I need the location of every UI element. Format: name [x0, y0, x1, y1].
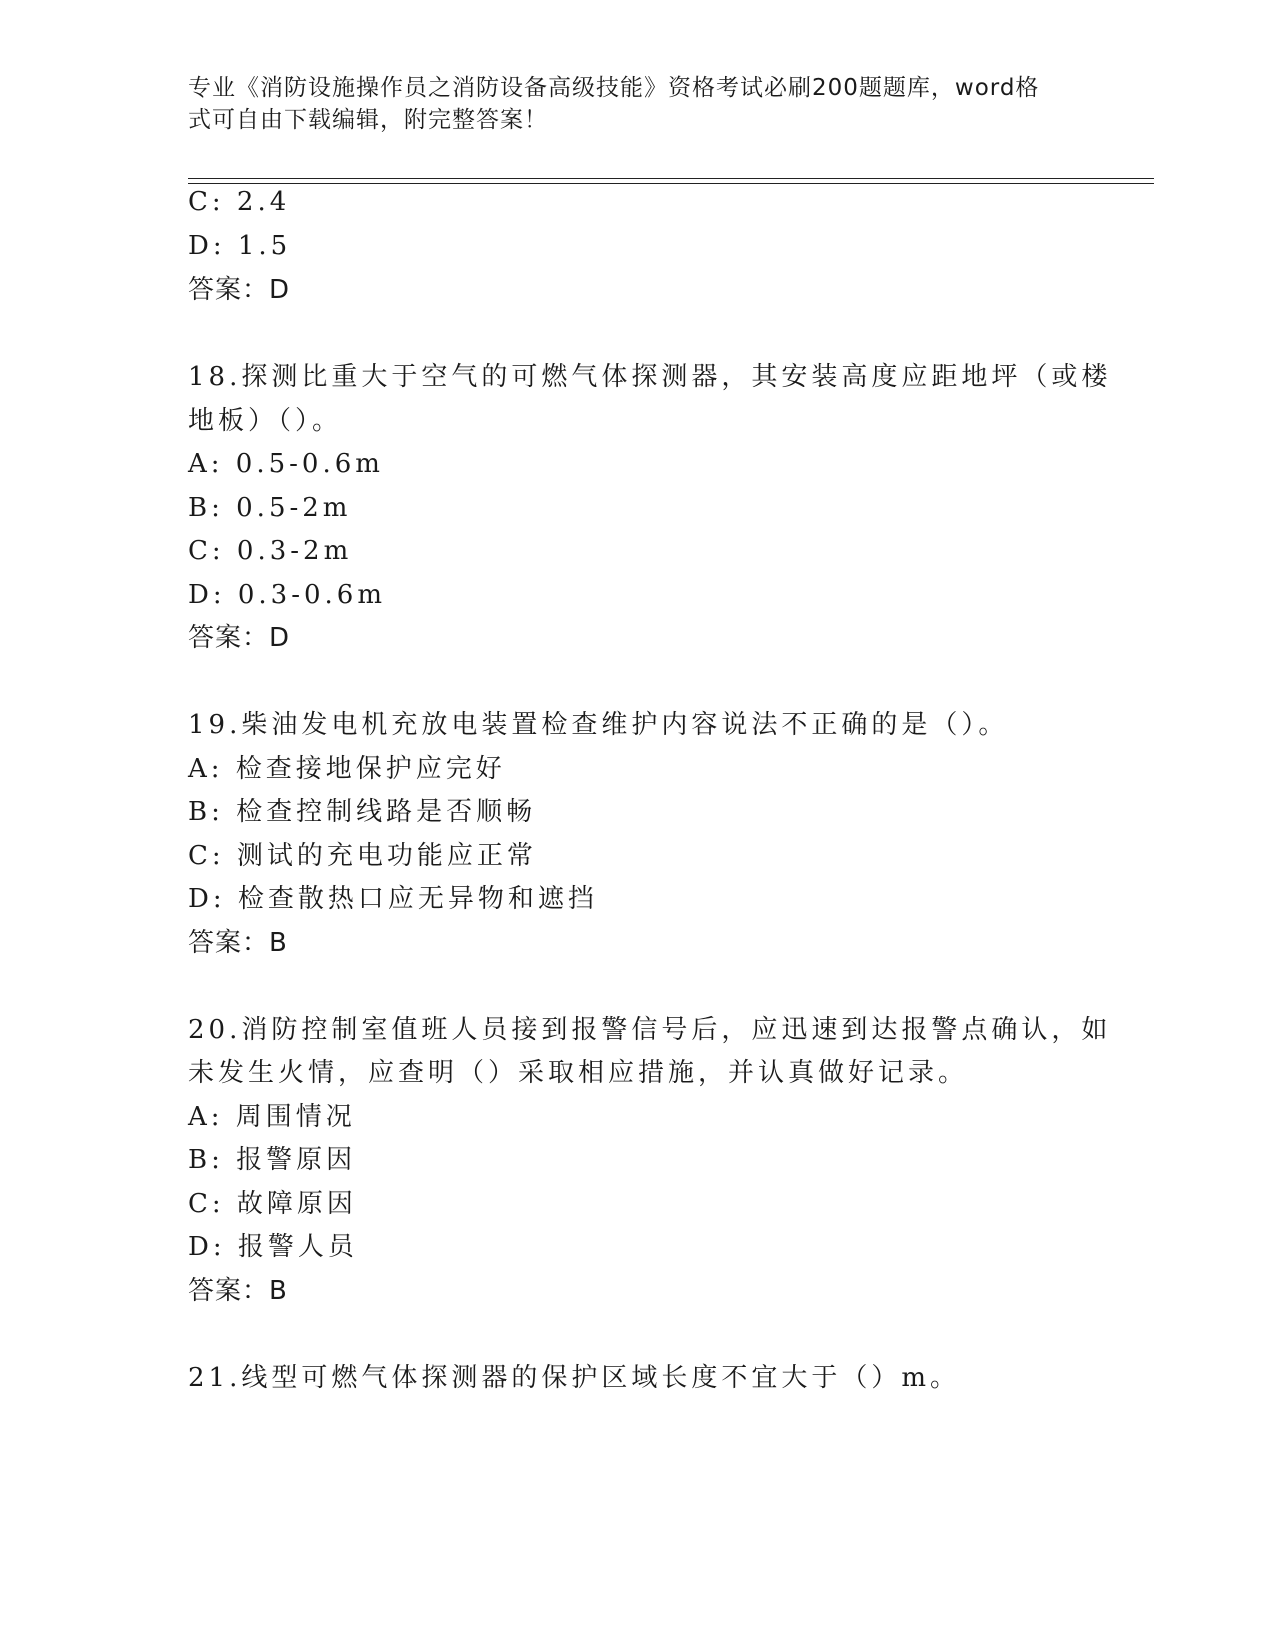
option-a: A: 0.5-0.6m	[188, 449, 384, 479]
question-stem: 未发生火情，应查明（）采取相应措施，并认真做好记录。	[188, 1058, 969, 1088]
option-d: D: 1.5	[188, 231, 292, 261]
option-d: D: 检查散热口应无异物和遮挡	[188, 884, 598, 914]
option-c: C: 故障原因	[188, 1189, 357, 1219]
option-c: C: 0.3-2m	[188, 536, 353, 566]
question-stem: 18.探测比重大于空气的可燃气体探测器，其安装高度应距地坪（或楼	[188, 362, 1112, 392]
answer: 答案：B	[188, 1276, 288, 1306]
document-header	[188, 72, 1068, 136]
question-stem: 20.消防控制室值班人员接到报警信号后，应迅速到达报警点确认，如	[188, 1015, 1112, 1045]
question-stem: 21.线型可燃气体探测器的保护区域长度不宜大于（）m。	[188, 1363, 961, 1393]
option-b: B: 报警原因	[188, 1145, 357, 1175]
option-b: B: 0.5-2m	[188, 493, 352, 523]
option-a: A: 周围情况	[188, 1102, 356, 1132]
header-line-2: 式可自由下载编辑，附完整答案！	[188, 107, 548, 133]
option-c: C: 测试的充电功能应正常	[188, 841, 537, 871]
answer: 答案：D	[188, 623, 291, 653]
option-d: D: 0.3-0.6m	[188, 580, 387, 610]
header-line-1: 专业《消防设施操作员之消防设备高级技能》资格考试必刷200题题库，word格	[188, 75, 1040, 101]
header-divider-bottom	[188, 183, 1154, 184]
option-d: D: 报警人员	[188, 1232, 358, 1262]
header-divider-top	[188, 178, 1154, 179]
question-stem: 地板）（）。	[188, 406, 343, 436]
answer: 答案：D	[188, 275, 291, 305]
answer: 答案：B	[188, 928, 288, 958]
option-a: A: 检查接地保护应完好	[188, 754, 506, 784]
option-b: B: 检查控制线路是否顺畅	[188, 797, 537, 827]
option-c: C: 2.4	[188, 187, 291, 217]
question-stem: 19.柴油发电机充放电装置检查维护内容说法不正确的是（）。	[188, 710, 1009, 740]
